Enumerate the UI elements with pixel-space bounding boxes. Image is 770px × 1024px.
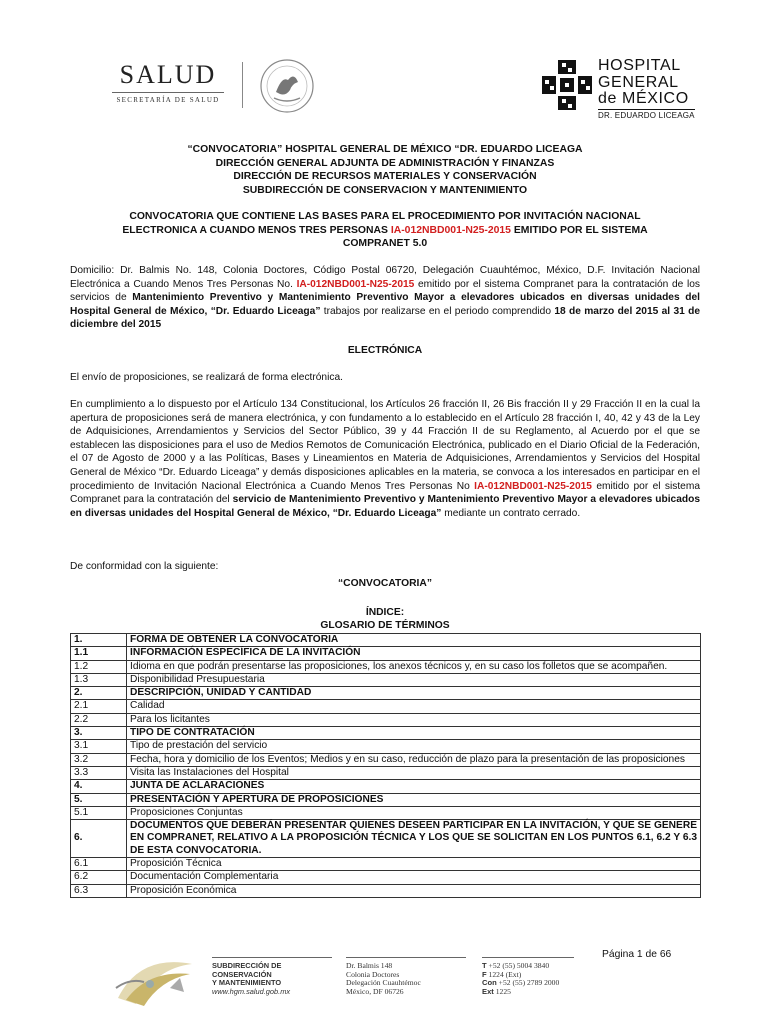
footer-website-link[interactable]: www.hgm.salud.gob.mx xyxy=(212,986,291,996)
title-block xyxy=(70,143,700,197)
toc-entry: Calidad xyxy=(127,700,701,713)
electronica-heading: ELECTRÓNICA xyxy=(347,345,423,356)
table-row xyxy=(71,687,701,700)
toc-number: 3. xyxy=(71,727,127,740)
logo-divider xyxy=(242,62,243,108)
table-row xyxy=(71,780,701,793)
salud-wordmark: SALUD xyxy=(119,60,217,89)
toc-number: 3.3 xyxy=(71,766,127,779)
footer-phones: T +52 (55) 5004 3840 F 1224 (Ext) Con +52 (55) 2789 2000 Ext 1225 xyxy=(482,961,560,996)
table-row xyxy=(71,713,701,726)
toc-number: 1.1 xyxy=(71,647,127,660)
table-row xyxy=(71,660,701,673)
domicilio-paragraph: Domicilio: Dr. Balmis No. 148, Colonia Doctores, Código Postal 06720, Delegación Cuauhtémoc, México, D.F. Invitación Nacional Electrónica a Cuando Menos Tres Personas No. IA-012NBD001-N25-2015 emitido por el sistema Compranet para la contratación de los servicios de Mantenimiento Preventivo y Mantenimiento Preventivo Mayor a elevadores ubicados en diversas unidades del Hospital General de México, “Dr. Eduardo Liceaga” trabajos por realizarse en el periodo comprendido 18 de marzo del 2015 al 31 de diciembre del 2015 xyxy=(70,265,701,331)
toc-number: 1.2 xyxy=(71,660,127,673)
toc-number: 2. xyxy=(71,687,127,700)
toc-number: 6.2 xyxy=(71,871,127,884)
title-line: “CONVOCATORIA” HOSPITAL GENERAL DE MÉXICO “DR. EDUARDO LICEAGA xyxy=(187,144,583,155)
toc-number: 1.3 xyxy=(71,673,127,686)
procedure-code: IA-012NBD001-N25-2015 xyxy=(474,480,592,492)
table-row xyxy=(71,740,701,753)
conservacion-logo-icon xyxy=(110,948,202,1014)
toc-entry: Proposiciones Conjuntas xyxy=(127,806,701,819)
hospital-name-logo xyxy=(598,58,689,108)
subtitle-line: ELECTRONICA A CUANDO MENOS TRES PERSONAS IA-012NBD001-N25-2015 EMITIDO POR EL SISTEMA xyxy=(122,224,648,236)
toc-number: 5. xyxy=(71,793,127,806)
index-table xyxy=(70,633,701,898)
cumplimiento-paragraph: En cumplimiento a lo dispuesto por el Artículo 134 Constitucional, los Artículos 26 fracción II, 26 Bis fracción II y 29 Fracción II en la cual la apertura de proposiciones será de manera electrónica, y con fundamento a lo establecido en el Artículo 28 fracción I, 40, 42 y 43 de la Ley de Adquisiciones, Arrendamientos y Servicios del Sector Público, 39 y 44 Fracción II de su Reglamento, al Acuerdo por el que se establecen las disposiciones para el uso de Medios Remotos de Comunicación Electrónica, publicado en el Diario Oficial de la Federación, el 07 de Agosto de 2000 y a las Políticas, Bases y Lineamientos en Materia de Adquisiciones, Arrendamientos y Servicios del Hospital General de México “Dr. Eduardo Liceaga” y demás disposiciones aplicables en la materia, se convoca a los interesados en participar en el procedimiento de Invitación Nacional Electrónica a Cuando Menos Tres Personas No IA-012NBD001-N25-2015 emitido por el sistema Compranet para la contratación del servicio de Mantenimiento Preventivo y Mantenimiento Preventivo Mayor a elevadores ubicados en diversas unidades del Hospital General de México, “Dr. Eduardo Liceaga” mediante un contrato cerrado. xyxy=(70,399,700,519)
toc-number: 2.1 xyxy=(71,700,127,713)
toc-entry: TIPO DE CONTRATACIÓN xyxy=(127,727,701,740)
indice-heading: ÍNDICE: xyxy=(365,607,405,618)
subtitle-line: CONVOCATORIA QUE CONTIENE LAS BASES PARA EL PROCEDIMIENTO POR INVITACIÓN NACIONAL xyxy=(129,211,641,222)
toc-entry: INFORMACIÓN ESPECÍFICA DE LA INVITACIÓN xyxy=(127,647,701,660)
toc-entry: Proposición Técnica xyxy=(127,858,701,871)
table-row xyxy=(71,753,701,766)
hospital-cross-logo-icon xyxy=(540,58,594,112)
table-row xyxy=(71,634,701,647)
hospital-line-2: GENERAL xyxy=(598,73,679,91)
toc-entry: Tipo de prestación del servicio xyxy=(127,740,701,753)
table-row xyxy=(71,806,701,819)
eagle-seal-icon xyxy=(252,58,322,114)
table-row xyxy=(71,884,701,897)
page-number: Página 1 de 66 xyxy=(602,949,672,960)
toc-entry: Proposición Económica xyxy=(127,884,701,897)
procedure-code: IA-012NBD001-N25-2015 xyxy=(390,224,511,236)
subtitle-line: COMPRANET 5.0 xyxy=(342,238,428,249)
table-row xyxy=(71,727,701,740)
toc-entry: Documentación Complementaria xyxy=(127,871,701,884)
toc-entry: Fecha, hora y domicilio de los Eventos; Medios y en su caso, reducción de plazo para la presentación de las proposiciones xyxy=(127,753,701,766)
table-row xyxy=(71,647,701,660)
convocatoria-heading: “CONVOCATORIA” xyxy=(337,578,432,589)
toc-entry: FORMA DE OBTENER LA CONVOCATORIA xyxy=(127,634,701,647)
toc-entry: PRESENTACIÓN Y APERTURA DE PROPOSICIONES xyxy=(127,793,701,806)
toc-number: 1. xyxy=(71,634,127,647)
toc-entry: Idioma en que podrán presentarse las proposiciones, los anexos técnicos y, en su caso los folletos que se acompañen. xyxy=(127,660,701,673)
salud-logo xyxy=(112,62,224,104)
title-line: SUBDIRECCIÓN DE CONSERVACION Y MANTENIMIENTO xyxy=(242,184,528,196)
toc-number: 2.2 xyxy=(71,713,127,726)
toc-number: 4. xyxy=(71,780,127,793)
envio-paragraph: El envío de proposiciones, se realizará de forma electrónica. xyxy=(70,372,343,383)
toc-entry: Visita las Instalaciones del Hospital xyxy=(127,766,701,779)
glosario-heading: GLOSARIO DE TÉRMINOS xyxy=(320,620,450,631)
title-line: DIRECCIÓN DE RECURSOS MATERIALES Y CONSERVACIÓN xyxy=(233,171,537,182)
hospital-line-3: de MÉXICO xyxy=(598,90,689,107)
table-row xyxy=(71,700,701,713)
secretaria-label: SECRETARÍA DE SALUD xyxy=(116,96,220,104)
toc-entry: Para los licitantes xyxy=(127,713,701,726)
toc-entry: JUNTA DE ACLARACIONES xyxy=(127,780,701,793)
hospital-line-1: HOSPITAL xyxy=(598,57,681,74)
toc-number: 6.3 xyxy=(71,884,127,897)
table-row xyxy=(71,820,701,858)
table-row xyxy=(71,766,701,779)
procedure-code: IA-012NBD001-N25-2015 xyxy=(296,278,415,290)
title-line: DIRECCIÓN GENERAL ADJUNTA DE ADMINISTRACIÓN Y FINANZAS xyxy=(215,157,555,169)
footer-department: SUBDIRECCIÓN DE CONSERVACIÓN Y MANTENIMIENTO www.hgm.salud.gob.mx xyxy=(212,961,291,996)
toc-number: 5.1 xyxy=(71,806,127,819)
toc-number: 3.1 xyxy=(71,740,127,753)
toc-number: 3.2 xyxy=(71,753,127,766)
table-row xyxy=(71,793,701,806)
toc-entry: DOCUMENTOS QUE DEBERÁN PRESENTAR QUIENES DESEEN PARTICIPAR EN LA INVITACIÓN, Y QUE SE GENERE EN COMPRANET, RELATIVO A LA PROPOSICIÓN TÉCNICA Y LOS QUE SE SOLICITAN EN LOS PUNTOS 6.1, 6.2 Y 6.3 DE ESTA CONVOCATORIA. xyxy=(127,820,701,858)
table-row xyxy=(71,673,701,686)
toc-entry: DESCRIPCIÓN, UNIDAD Y CANTIDAD xyxy=(127,687,701,700)
conformidad-paragraph: De conformidad con la siguiente: xyxy=(70,561,219,572)
toc-number: 6. xyxy=(71,820,127,858)
hospital-doctor-label: DR. EDUARDO LICEAGA xyxy=(598,111,695,120)
toc-entry: Disponibilidad Presupuestaria xyxy=(127,673,701,686)
toc-number: 6.1 xyxy=(71,858,127,871)
table-row xyxy=(71,858,701,871)
subtitle-block xyxy=(70,210,700,251)
footer-address: Dr. Balmis 148 Colonia Doctores Delegación Cuauhtémoc México, DF 06726 xyxy=(346,961,421,996)
table-row xyxy=(71,871,701,884)
